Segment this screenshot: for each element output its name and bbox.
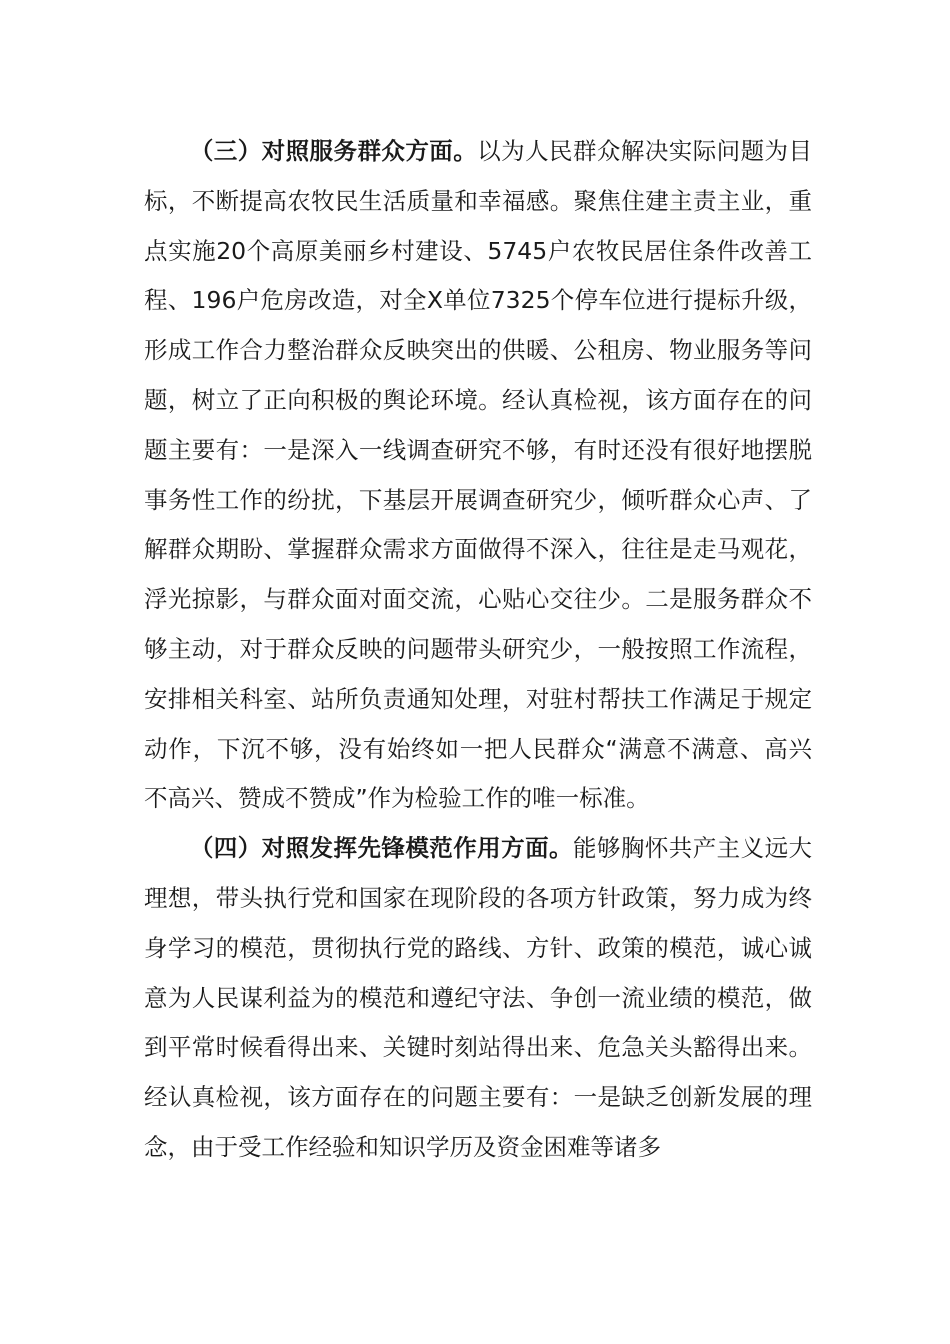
document-body [144,127,812,1173]
paragraph-vanguard-role [144,824,812,1173]
paragraph-text: 以为人民群众解决实际问题为目标，不断提高农牧民生活质量和幸福感。聚焦住建主责主业，重点实施20个高原美丽乡村建设、5745户农牧民居住条件改善工程、196户危房改造，对全X单位7325个停车位进行提标升级，形成工作合力整治群众反映突出的供暖、公租房、物业服务等问题，树立了正向积极的舆论环境。经认真检视，该方面存在的问题主要有：一是深入一线调查研究不够，有时还没有很好地摆脱事务性工作的纷扰，下基层开展调查研究少，倾听群众心声、了解群众期盼、掌握群众需求方面做得不深入，往往是走马观花，浮光掠影，与群众面对面交流，心贴心交往少。二是服务群众不够主动，对于群众反映的问题带头研究少，一般按照工作流程，安排相关科室、站所负责通知处理，对驻村帮扶工作满足于规定动作，下沉不够，没有始终如一把人民群众“满意不满意、高兴不高兴、赞成不赞成”作为检验工作的唯一标准。 [144,137,813,813]
paragraph-text: 能够胸怀共产主义远大理想，带头执行党和国家在现阶段的各项方针政策，努力成为终身学习的模范，贯彻执行党的路线、方针、政策的模范，诚心诚意为人民谋利益为的模范和遵纪守法、争创一流业绩的模范，做到平常时候看得出来、关键时刻站得出来、危急关头豁得出来。经认真检视，该方面存在的问题主要有：一是缺乏创新发展的理念，由于受工作经验和知识学历及资金困难等诸多 [144,834,813,1161]
section-heading-four: （四）对照发挥先锋模范作用方面。 [189,834,573,863]
section-heading-three: （三）对照服务群众方面。 [189,137,478,165]
paragraph-service-masses [144,127,812,824]
